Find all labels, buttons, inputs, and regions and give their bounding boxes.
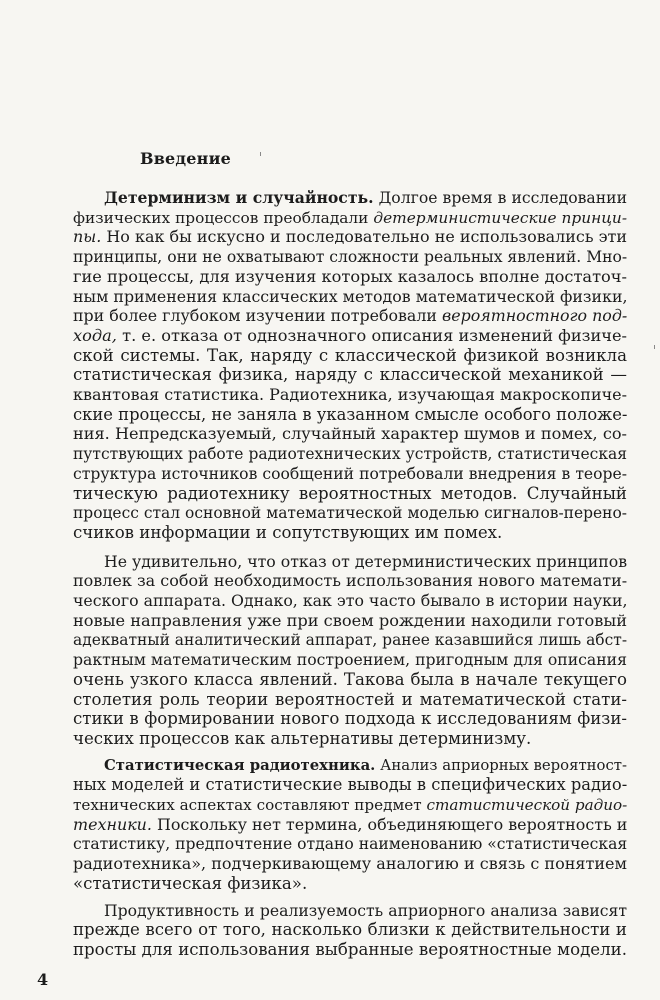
- paragraph-2-line-2: повлек за собой необходимость использования нового математи-: [73, 571, 628, 590]
- paragraph-2-line-1: Не удивительно, что отказ от детерминистических принципов: [104, 552, 628, 571]
- paragraph-1-line-18: счиков информации и сопутствующих им помех.: [73, 523, 503, 542]
- paragraph-1-line-8: хода, т. е. отказа от однозначного описания изменений физиче-: [73, 326, 627, 345]
- paragraph-3-line-2: ных моделей и статистические выводы в специфических радио-: [73, 775, 628, 794]
- paragraph-1-line-9: ской системы. Так, наряду с классической физикой возникла: [73, 346, 627, 365]
- paragraph-4-line-2: прежде всего от того, насколько близки к действительности и: [73, 920, 627, 939]
- paragraph-2-line-6: рактным математическим построением, пригодным для описания: [73, 650, 627, 669]
- paragraph-1-line-13: ния. Непредсказуемый, случайный характер шумов и помех, со-: [73, 424, 627, 443]
- paragraph-4-line-1: Продуктивность и реализуемость априорного анализа зависят: [104, 901, 627, 920]
- section-heading: Введение: [140, 149, 232, 168]
- paragraph-2-line-3: ческого аппарата. Однако, как это часто бывало в истории науки,: [73, 591, 628, 610]
- paragraph-1-line-1: Детерминизм и случайность. Долгое время в исследовании: [104, 188, 627, 207]
- paragraph-3-line-7: «статистическая физика».: [73, 874, 308, 893]
- paragraph-1-line-6: ным применения классических методов математической физики,: [73, 287, 628, 306]
- run-in-heading-statistical-radio: Статистическая радиотехника.: [104, 757, 376, 774]
- paragraph-3-line-3: технических аспектах составляют предмет статистической радио-: [73, 796, 628, 814]
- paragraph-2-line-9: стики в формировании нового подхода к исследованиям физи-: [73, 709, 627, 728]
- paragraph-3-line-1: Статистическая радиотехника. Анализ априорных вероятност-: [104, 757, 627, 774]
- paragraph-1-line-12: ские процессы, не заняла в указанном смысле особого положе-: [73, 405, 628, 424]
- run-in-heading-determinism: Детерминизм и случайность.: [104, 188, 374, 207]
- paragraph-2-line-5: адекватный аналитический аппарат, ранее казавшийся лишь абст-: [73, 631, 628, 649]
- paragraph-1-line-15: структура источников сообщений потребовали внедрения в теоре-: [73, 465, 627, 483]
- paragraph-3-line-5: статистику, предпочтение отдано наименованию «статистическая: [73, 835, 628, 853]
- paragraph-3-line-6: радиотехника», подчеркивающему аналогию и связь с понятием: [73, 854, 627, 873]
- print-speck: [260, 152, 261, 156]
- paragraph-2-line-10: ческих процессов как альтернативы детерминизму.: [73, 729, 532, 748]
- paragraph-2-line-4: новые направления уже при своем рождении находили готовый: [73, 611, 627, 630]
- print-speck: [654, 345, 655, 349]
- paragraph-1-line-16: тическую радиотехнику вероятностных методов. Случайный: [73, 484, 627, 503]
- paragraph-1-line-5: гие процессы, для изучения которых казалось вполне достаточ-: [73, 267, 627, 286]
- paragraph-4-line-3: просты для использования выбранные вероятностные модели.: [73, 940, 627, 959]
- paragraph-1-line-3: пы. Но как бы искусно и последовательно не использовались эти: [73, 227, 627, 246]
- paragraph-1-line-4: принципы, они не охватывают сложности реальных явлений. Мно-: [73, 248, 628, 266]
- paragraph-1-line-10: статистическая физика, наряду с классической механикой —: [73, 365, 627, 384]
- paragraph-1-line-2: физических процессов преобладали детерминистические принци-: [73, 209, 627, 227]
- paragraph-1-line-14: путствующих работе радиотехнических устройств, статистическая: [73, 445, 627, 463]
- paragraph-1-line-7: при более глубоком изучении потребовали вероятностного под-: [73, 306, 628, 325]
- paragraph-2-line-8: столетия роль теории вероятностей и математической стати-: [73, 690, 627, 709]
- page-number: 4: [37, 970, 49, 989]
- paragraph-1-line-17: процесс стал основной математической моделью сигналов-перено-: [73, 504, 627, 522]
- paragraph-3-line-4: техники. Поскольку нет термина, объединяющего вероятность и: [73, 815, 628, 834]
- paragraph-2-line-7: очень узкого класса явлений. Такова была в начале текущего: [73, 670, 627, 689]
- paragraph-1-line-11: квантовая статистика. Радиотехника, изучающая макроскопиче-: [73, 385, 627, 404]
